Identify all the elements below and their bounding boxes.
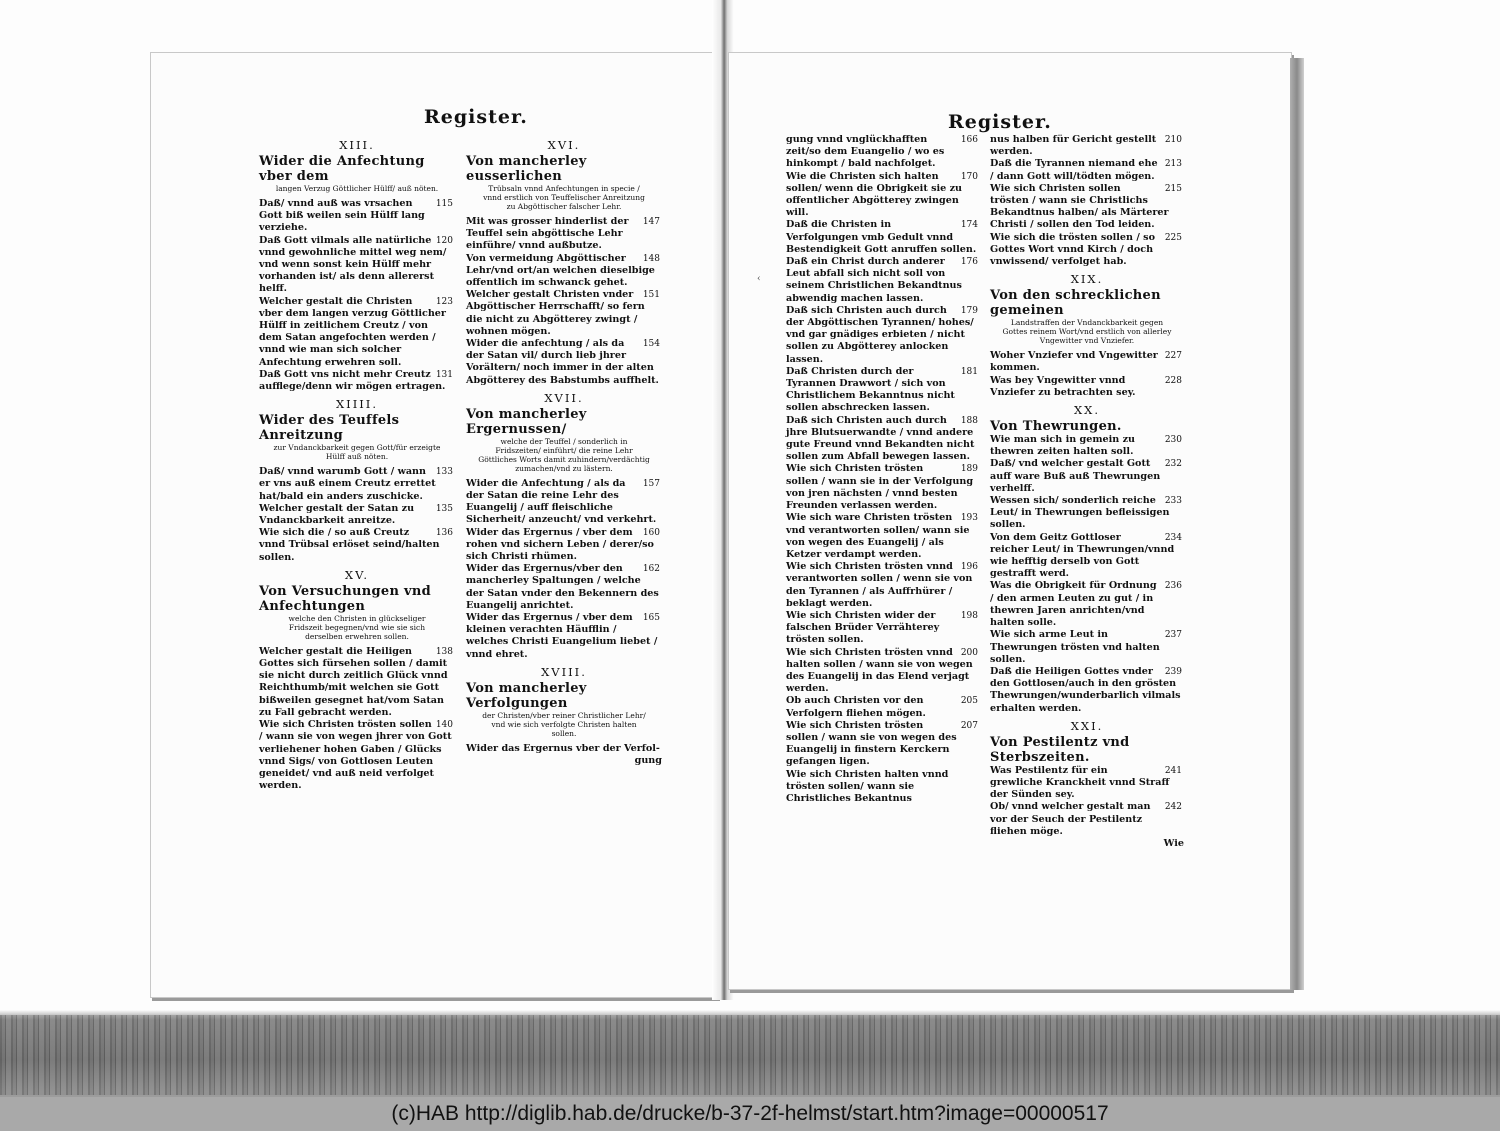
entry-text: Wie sich die trösten sollen / so Gottes Wort vnnd Kirch / doch vnwissend/ verfolget hab.	[990, 231, 1155, 268]
register-entry	[466, 527, 662, 564]
section-number: XXI.	[1070, 718, 1104, 733]
running-head-left: Register.	[424, 106, 528, 128]
entry-text: Wider das Ergernus / vber dem kleinen verachten Häufflin / welches Christi Euangelium liebet / vnnd ehret.	[466, 612, 658, 660]
footer-url: (c)HAB http://diglib.hab.de/drucke/b-37-2f-helmst/start.htm?image=00000517	[0, 1097, 1500, 1131]
entry-text: Wie sich Christen trösten sollen / wann sie in der Verfolgung von jren nächsten / vnnd besten Freunden verlassen werden.	[786, 463, 974, 512]
register-entry	[990, 801, 1184, 838]
entry-text: Wie sich ware Christen trösten vnd verantworten sollen/ wann sie von wegen des Euangelij / als Ketzer verdampt werden.	[786, 512, 970, 560]
section-number: XIIII.	[335, 397, 378, 412]
entry-text: Welcher gestalt Christen vnder Abgöttischer Herrschafft/ so fern die nicht zu Abgötterey zwingt / wohnen mögen.	[466, 289, 645, 337]
register-entry	[259, 235, 455, 296]
register-entry	[990, 629, 1184, 666]
entry-text: Daß ein Christ durch anderer Leut abfall sich nicht soll von seinem Christlichen Bekandtnus abwendig machen lassen.	[786, 256, 962, 304]
entry-text: Wie sich Christen sollen trösten / wann sie Christlichs Bekandtnus halben/ als Märterer Christi / sollen den Tod leiden.	[990, 182, 1169, 231]
register-entry	[786, 647, 980, 696]
register-entry	[259, 466, 455, 503]
register-entry	[259, 646, 455, 719]
register-entry	[786, 415, 980, 464]
section-number: XVI.	[547, 138, 581, 152]
register-entry	[466, 478, 662, 527]
register-entry	[786, 610, 980, 647]
entry-text: Wie sich Christen halten vnnd trösten sollen/ wann sie Christliches Bekantnus	[786, 768, 949, 804]
register-entry	[786, 512, 980, 561]
entry-text: Ob auch Christen vor den Verfolgern fliehen mögen.	[786, 695, 926, 719]
page-number: 160	[642, 527, 660, 538]
page-number: 174	[960, 220, 978, 231]
entry-text: Daß sich Christen auch durch jhre Blutsuerwandte / vnnd andere gute Freund vnnd Bekandten nicht sollen zum Abfall bewegen lassen.	[786, 414, 975, 463]
page-number: 170	[960, 171, 978, 182]
entry-text: Wie die Christen sich halten sollen/ wenn die Obrigkeit sie zu offentlicher Abgötterey zwingen will.	[786, 170, 963, 219]
page-number: 123	[435, 296, 453, 307]
entry-text: Wie man sich in gemein zu thewren zeiten halten soll.	[990, 434, 1135, 458]
page-number: 232	[1164, 459, 1182, 470]
right-column-2	[990, 134, 1184, 849]
page-number: 166	[960, 135, 978, 145]
page-number: 140	[435, 720, 453, 731]
register-entry	[786, 561, 980, 610]
section-heading: Von Pestilentz vnd Sterbszeiten.	[990, 734, 1130, 765]
entry-text: Was bey Vngewitter vnnd Vnziefer zu betrachten sey.	[990, 374, 1136, 398]
page-number: 241	[1164, 765, 1182, 776]
entry-text: gung vnnd vnglückhafften zeit/so dem Euangelio / wo es hinkompt / bald nachfolget.	[786, 134, 945, 170]
register-entry	[990, 666, 1184, 715]
entry-text: Wider das Ergernus / vber dem rohen vnd sichern Leben / derer/so sich Christi rhümen.	[466, 526, 654, 563]
page-number: 136	[435, 528, 453, 539]
page-number: 138	[435, 646, 453, 657]
page-number: 207	[960, 720, 978, 731]
register-entry	[990, 134, 1184, 158]
page-number: 120	[435, 235, 453, 246]
section-subheading: der Christen/vber reiner Christlicher Lehr/ vnd wie sich verfolgte Christen halten sollen.	[482, 710, 646, 738]
page-number: 151	[642, 290, 660, 301]
page-number: 133	[435, 467, 453, 478]
page-number: 215	[1164, 183, 1182, 194]
entry-text: Daß/ vnnd auß was vrsachen Gott biß weilen sein Hülff lang verziehe.	[259, 198, 425, 234]
register-entry	[786, 171, 980, 220]
section-number: XX.	[1073, 403, 1101, 418]
register-entry	[990, 232, 1184, 269]
entry-text: Daß die Christen in Verfolgungen vmb Gedult vnnd Bestendigkeit Gott anruffen sollen.	[786, 219, 977, 255]
entry-text: Mit was grosser hinderlist der Teuffel sein abgöttische Lehr einführe/ vnnd außbutze.	[466, 216, 629, 252]
page-edge	[1290, 58, 1304, 990]
section-heading: Wider des Teuffels Anreitzung	[259, 413, 400, 444]
entry-text: Wie sich Christen trösten vnnd halten sollen / wann sie von wegen des Euangelij in das Elend verjagt werden.	[786, 646, 973, 695]
entry-text: Daß sich Christen auch durch der Abgöttischen Tyrannen/ hohes/ vnd gar gnädiges erbieten / nicht sollen zu Abgötterey anlocken lassen.	[786, 304, 974, 365]
catchword: Wie	[1163, 837, 1184, 849]
page-number: 189	[960, 464, 978, 475]
page-number: 193	[960, 513, 978, 524]
section-number: XIX.	[1070, 272, 1104, 287]
entry-text: Wie sich Christen trösten sollen / wann sie von wegen jhrer von Gott verliehener hohen Gaben / Glücks vnnd Sigs/ von Gottlosen Leuten geneidet/ vnd auß neid verfolget werden.	[259, 719, 452, 792]
section-number: XIII.	[339, 138, 375, 152]
entry-text: Welcher gestalt die Heiligen Gottes sich fürsehen sollen / damit sie nicht durch zeitlich Glück vnnd Reichthumb/mit welchen sie Gott bißweilen gesegnet hat/vom Satan zu Fall gebracht werden.	[259, 645, 448, 718]
page-number: 225	[1164, 232, 1182, 243]
register-entry	[990, 434, 1184, 458]
page-number: 188	[960, 415, 978, 426]
left-column-2	[466, 134, 662, 766]
entry-text: Welcher gestalt die Christen vber dem langen verzug Göttlicher Hülff in zeitlichem Creutz / von dem Satan angefochten werden / vnnd wie man sich solcher Anfechtung erwehren soll.	[259, 295, 446, 368]
register-entry	[990, 532, 1184, 581]
section-subheading: langen Verzug Göttlicher Hülff/ auß nöten.	[275, 184, 439, 193]
page-number: 165	[642, 613, 660, 624]
entry-text: nus halben für Gericht gestellt werden.	[990, 134, 1157, 158]
page-number: 213	[1164, 159, 1182, 170]
entry-text: Wie sich die / so auß Creutz vnnd Trübsal erlöset seind/halten sollen.	[259, 527, 440, 563]
page-number: 147	[642, 217, 660, 227]
register-entry	[990, 350, 1184, 374]
entry-text: Welcher gestalt der Satan zu Vndanckbarkeit anreitze.	[259, 502, 415, 527]
page-number: 228	[1164, 375, 1182, 386]
register-entry	[466, 338, 662, 387]
register-entry	[259, 527, 455, 564]
register-entry	[786, 463, 980, 512]
entry-text: Daß Gott vns nicht mehr Creutz aufflege/denn wir mögen ertragen.	[259, 368, 446, 393]
entry-text: Wie sich Christen wider der falschen Brüder Verrähterey trösten sollen.	[786, 609, 940, 646]
register-entry	[990, 765, 1184, 802]
entry-text: Daß Gott vilmals alle natürliche vnnd gewohnliche mittel weg nem/ vnd wenn sonst kein Hülff mehr vorhanden ist/ als denn allererst helff.	[259, 234, 447, 295]
entry-text: Wie sich arme Leut in Thewrungen trösten vnd halten sollen.	[990, 629, 1160, 665]
register-entry	[786, 219, 980, 256]
page-number: 162	[642, 564, 660, 575]
page-number: 135	[435, 503, 453, 514]
page-number: 233	[1164, 496, 1182, 507]
margin-mark: ‹	[757, 274, 761, 284]
section-subheading: Landstraffen der Vndanckbarkeit gegen Gottes reinem Wort/vnd erstlich von allerley Vngewitter vnd Vnziefer.	[1002, 318, 1172, 346]
page-number: 131	[435, 369, 453, 380]
section-subheading: Trübsaln vnnd Anfechtungen in specie / vnnd erstlich von Teuffelischer Anreitzung zu Abgöttischer falscher Lehr.	[483, 184, 645, 211]
entry-text: Daß/ vnnd warumb Gott / wann er vns auß einem Creutz errettet hat/bald ein anders zuschicke.	[259, 466, 436, 502]
page-number: 234	[1164, 532, 1182, 543]
register-entry	[259, 503, 455, 527]
running-head-right: Register.	[948, 111, 1052, 133]
register-entry	[466, 216, 662, 253]
section-heading: Von Versuchungen vnd Anfechtungen	[259, 583, 432, 614]
section-heading: Von mancherley eusserlichen	[466, 154, 587, 184]
register-entry	[466, 253, 662, 290]
page-number: 237	[1164, 630, 1182, 641]
section-heading: Von Thewrungen.	[990, 419, 1122, 435]
section-subheading: welche der Teuffel / sonderlich in Fridszeiten/ einführt/ die reine Lehr Göttliches Worts damit zuhindern/verdächtig zumachen/vnd zu lästern.	[478, 436, 650, 473]
entry-text: Daß Christen durch der Tyrannen Drawwort / sich von Christlichem Bekanntnus nicht sollen abschrecken lassen.	[786, 365, 955, 414]
register-entry	[259, 369, 455, 393]
entry-text: Daß/ vnd welcher gestalt Gott auff ware Buß auß Thewrungen verhelff.	[990, 458, 1161, 494]
section-number: XVIII.	[541, 664, 587, 679]
register-entry	[990, 580, 1184, 629]
register-entry	[786, 720, 980, 769]
page-number: 242	[1164, 802, 1182, 813]
register-entry	[786, 366, 980, 415]
page-number: 205	[960, 696, 978, 707]
page-number: 200	[960, 647, 978, 658]
register-entry	[990, 183, 1184, 232]
page-number: 157	[642, 478, 660, 489]
page-number: 148	[642, 253, 660, 264]
section-heading: Von mancherley Verfolgungen	[466, 680, 587, 711]
register-entry	[466, 612, 662, 661]
entry-text: Was Pestilentz für ein grewliche Kranckheit vnnd Straff der Sünden sey.	[990, 764, 1170, 801]
entry-text: Wie sich Christen trösten vnnd verantworten sollen / wenn sie von den Tyrannen / als Auffrhürer / beklagt werden.	[786, 561, 973, 609]
section-subheading: welche den Christen in glückseliger Fridszeit begegnen/vnd wie sie sich derselben erwehren sollen.	[288, 613, 426, 641]
entry-text: Wider die anfechtung / als da der Satan vil/ durch lieb jhrer Vorältern/ noch immer in der alten Abgötterey des Babstumbs auffhelt.	[466, 338, 659, 386]
register-entry	[466, 743, 662, 755]
register-entry	[990, 158, 1184, 182]
register-entry	[259, 719, 455, 792]
register-entry	[786, 305, 980, 366]
page-number: 115	[435, 199, 453, 209]
entry-text: Wie sich Christen trösten sollen / wann sie von wegen des Euangelij in finstern Kerckern gefangen ligen.	[786, 719, 957, 768]
section-heading: Von den schrecklichen gemeinen	[990, 288, 1161, 319]
register-entry	[259, 198, 455, 235]
section-number: XVII.	[544, 390, 584, 405]
scan-bottom-noise	[0, 1015, 1500, 1095]
register-entry	[786, 256, 980, 305]
entry-text: Was die Obrigkeit für Ordnung / den armen Leuten zu gut / in thewren Jaren anrichten/vnd halten solle.	[990, 580, 1157, 629]
right-column-1	[786, 134, 980, 805]
entry-text: Wessen sich/ sonderlich reiche Leut/ in Thewrungen befleissigen sollen.	[990, 495, 1170, 531]
entry-text: Wider das Ergernus vber der Verfol-	[466, 742, 660, 754]
left-column-1	[259, 134, 455, 792]
register-entry	[786, 134, 980, 171]
entry-text: Wider das Ergernus/vber den mancherley Spaltungen / welche der Satan vnder den Bekennern des Euangelij anrichtet.	[466, 563, 659, 611]
register-entry	[466, 289, 662, 338]
register-entry	[466, 563, 662, 612]
page-number: 154	[642, 339, 660, 350]
register-entry	[259, 296, 455, 369]
register-entry	[990, 495, 1184, 532]
page-number: 198	[960, 610, 978, 621]
entry-text: Von dem Geitz Gottloser reicher Leut/ in Thewrungen/vnnd wie hefftig derselb von Gott gestrafft werd.	[990, 531, 1175, 580]
entry-text: Ob/ vnnd welcher gestalt man vor der Seuch der Pestilentz fliehen möge.	[990, 801, 1151, 837]
section-heading: Wider die Anfechtung vber dem	[259, 154, 425, 184]
section-heading: Von mancherley Ergernussen/	[466, 406, 587, 437]
register-entry	[786, 769, 980, 806]
page-number: 196	[960, 562, 978, 573]
register-entry	[990, 375, 1184, 399]
page-number: 239	[1164, 666, 1182, 677]
entry-text: Von vermeidung Abgöttischer Lehr/vnd ort/an welchen dieselbige offentlich im schwanck gehet.	[466, 252, 655, 289]
page-number: 179	[960, 305, 978, 316]
entry-text: Woher Vnziefer vnd Vngewitter kommen.	[990, 350, 1158, 374]
entry-text: Daß die Tyrannen niemand ehe / dann Gott will/tödten mögen.	[990, 158, 1158, 182]
page-number: 176	[960, 257, 978, 268]
section-number: XV.	[344, 567, 370, 582]
register-entry	[786, 695, 980, 719]
page-number: 236	[1164, 581, 1182, 592]
page-number: 230	[1164, 435, 1182, 446]
entry-text: Daß die Heiligen Gottes vnder den Gottlosen/auch in den grösten Thewrungen/wunderbarlich vilmals erhalten werden.	[990, 665, 1181, 714]
register-entry	[990, 458, 1184, 495]
page-number: 227	[1164, 351, 1182, 362]
section-subheading: zur Vndanckbarkeit gegen Gott/für erzeigte Hülff auß nöten.	[273, 443, 441, 462]
catchword: gung	[634, 755, 662, 767]
entry-text: Wider die Anfechtung / als da der Satan die reine Lehr des Euangelij / auff fleischliche Sicherheit/ anzeucht/ vnd verkehrt.	[466, 477, 657, 526]
page-number: 210	[1164, 135, 1182, 145]
page-number: 181	[960, 366, 978, 377]
